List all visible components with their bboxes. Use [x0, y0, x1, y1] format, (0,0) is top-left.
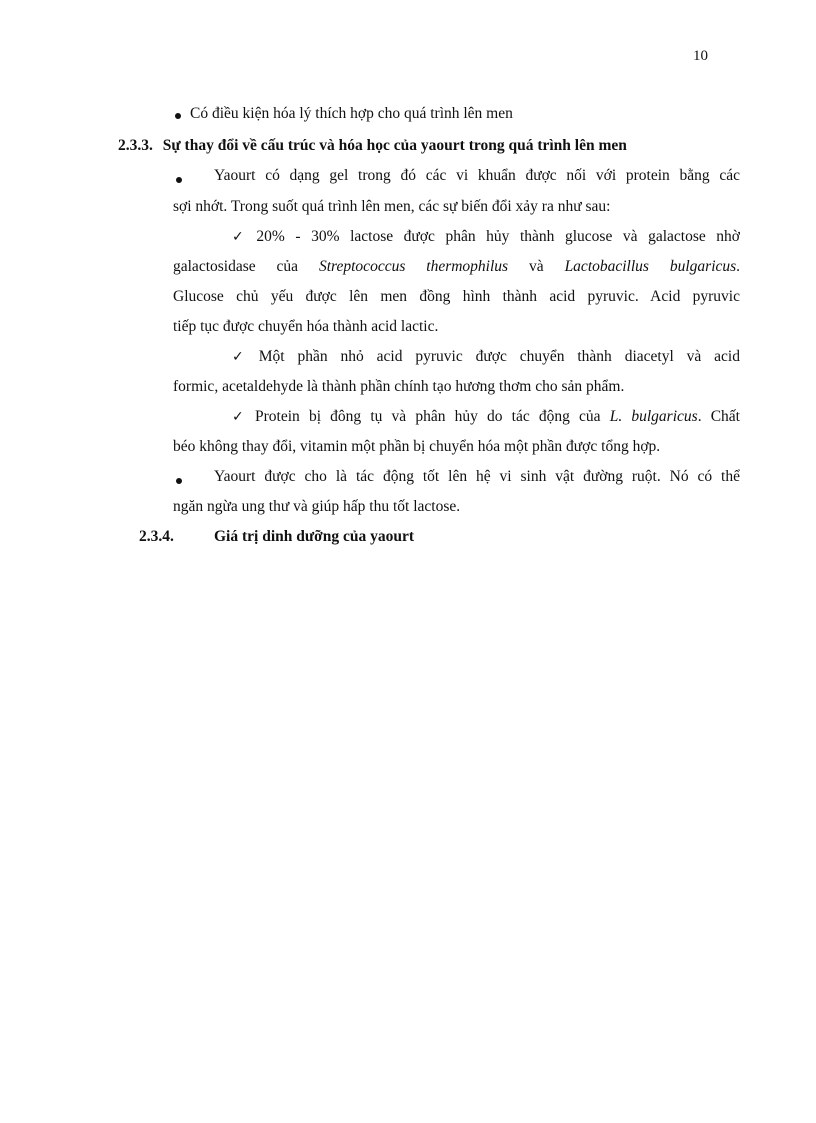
checkmark-icon: ✓	[232, 349, 253, 365]
check3-line2: béo không thay đổi, vitamin một phần bị chuyển hóa một phần được tổng hợp.	[173, 438, 661, 455]
text: Protein bị đông tụ và phân hủy do tác động của	[255, 408, 601, 425]
section-2-3-3-heading	[118, 137, 627, 155]
text: và	[529, 258, 544, 275]
bullet2-line2: ngăn ngừa ung thư và giúp hấp thu tốt lactose.	[173, 498, 461, 515]
check1-line1	[232, 228, 740, 246]
bullet2-line1: Yaourt được cho là tác động tốt lên hệ vi sinh vật đường ruột. Nó có thể	[214, 468, 740, 485]
species-name: Lactobacillus bulgaricus	[564, 258, 737, 275]
bullet1-line1: Yaourt có dạng gel trong đó các vi khuẩn được nối với protein bằng các	[214, 167, 740, 184]
text: galactosidase của	[173, 258, 299, 275]
bullet-dot-icon	[175, 113, 181, 119]
section-number: 2.3.3.	[118, 137, 153, 154]
section-2-3-4-heading	[139, 528, 174, 546]
section-title: Sự thay đổi về cấu trúc và hóa học của yaourt trong quá trình lên men	[162, 137, 627, 154]
text: .	[736, 258, 740, 275]
check2-line1-text: Một phần nhỏ acid pyruvic được chuyển thành diacetyl và acid	[258, 348, 740, 365]
check2-line1	[232, 348, 740, 366]
section-number: 2.3.4.	[139, 528, 174, 545]
species-name: L. bulgaricus	[609, 408, 698, 425]
page-number: 10	[693, 48, 708, 64]
bullet1-line2: sợi nhớt. Trong suốt quá trình lên men, các sự biến đổi xảy ra như sau:	[173, 198, 611, 215]
check1-line4: tiếp tục được chuyển hóa thành acid lactic.	[173, 318, 439, 335]
check1-line2	[173, 258, 740, 276]
check1-line3: Glucose chủ yếu được lên men đồng hình thành acid pyruvic. Acid pyruvic	[173, 288, 740, 305]
bullet-dot-icon	[176, 177, 182, 183]
text: . Chất	[697, 408, 740, 425]
check3-line1	[232, 408, 740, 426]
check2-line2: formic, acetaldehyde là thành phần chính tạo hương thơm cho sản phẩm.	[173, 378, 625, 395]
top-bullet-text: Có điều kiện hóa lý thích hợp cho quá trình lên men	[190, 105, 513, 122]
checkmark-icon: ✓	[232, 409, 250, 425]
check1-line1-text: 20% - 30% lactose được phân hủy thành glucose và galactose nhờ	[256, 228, 740, 245]
checkmark-icon: ✓	[232, 229, 251, 245]
bullet-dot-icon	[176, 478, 182, 484]
section-2-3-4-title: Giá trị dinh dưỡng của yaourt	[214, 528, 415, 545]
species-name: Streptococcus thermophilus	[318, 258, 509, 275]
